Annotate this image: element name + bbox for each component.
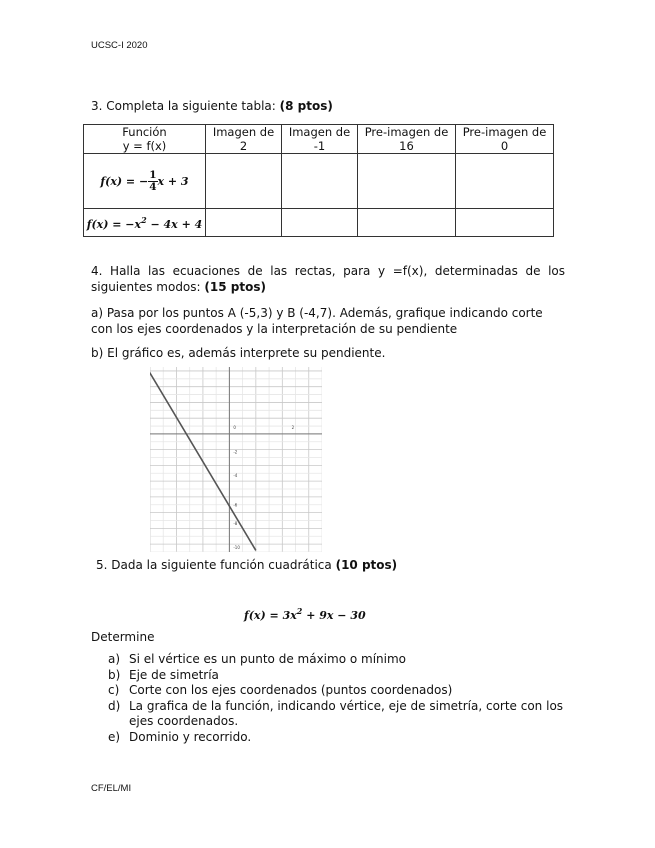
tick-label: -4 <box>233 473 238 479</box>
question-3-points: (8 ptos) <box>279 99 333 113</box>
header-preimagen-16: Pre-imagen de 16 <box>358 125 456 154</box>
question-5-list <box>108 652 568 745</box>
list-item: c) Corte con los ejes coordenados (puntos coordenados) <box>108 683 453 697</box>
question-4-intro: 4. Halla las ecuaciones de las rectas, para y =f(x), determinadas de los siguientes modos: (15 ptos) <box>91 264 565 294</box>
function-1-cell: f(x) = − $\frac{1}{4}$ x + 3 <box>84 154 206 209</box>
list-item: a) Si el vértice es un punto de máximo o mínimo <box>108 652 407 666</box>
question-4-points: (15 ptos) <box>204 280 266 294</box>
answer-cell[interactable] <box>456 209 554 237</box>
answer-cell[interactable] <box>358 154 456 209</box>
header-imagen-neg1: Imagen de -1 <box>282 125 358 154</box>
tick-label: 2 <box>291 425 295 431</box>
tick-label: -10 <box>233 544 240 550</box>
answer-cell[interactable] <box>282 209 358 237</box>
list-item: b) Eje de simetría <box>108 667 219 682</box>
tick-label: -8 <box>233 521 238 527</box>
table-row <box>84 154 554 209</box>
header-funcion: Función y = f(x) <box>84 125 206 154</box>
answer-cell[interactable] <box>206 209 282 237</box>
question-4b: b) El gráfico es, además interprete su pendiente. <box>91 346 386 360</box>
tick-label: -6 <box>233 502 238 508</box>
table-row <box>84 209 554 237</box>
question-5-title: 5. Dada la siguiente función cuadrática (10 ptos) <box>96 558 398 572</box>
question-3-text: 3. Completa la siguiente tabla: <box>91 99 280 113</box>
answer-cell[interactable] <box>282 154 358 209</box>
question-4a: a) Pasa por los puntos A (-5,3) y B (-4,7). Además, grafique indicando corte con los ejes coordenados y la interpretación de su pendiente <box>91 306 543 336</box>
footer-initials: CF/EL/MI <box>91 783 132 794</box>
answer-cell[interactable] <box>206 154 282 209</box>
answer-cell[interactable] <box>456 154 554 209</box>
table-header-row <box>84 125 554 154</box>
line-graph <box>150 367 322 552</box>
header-imagen-2: Imagen de 2 <box>206 125 282 154</box>
header-preimagen-0: Pre-imagen de 0 <box>456 125 554 154</box>
list-item: d) La grafica de la función, indicando vértice, eje de simetría, corte con los ejes coordenados. <box>108 698 564 728</box>
determine-label: Determine <box>91 630 155 644</box>
function-table <box>83 124 554 237</box>
list-item: e) Dominio y recorrido. <box>108 729 252 744</box>
header-course-code: UCSC-I 2020 <box>91 40 148 51</box>
answer-cell[interactable] <box>358 209 456 237</box>
quadratic-function: $f(x) = 3x^2 + 9x - 30$ <box>244 606 366 622</box>
question-5-points: (10 ptos) <box>335 558 398 572</box>
function-2-cell: $f(x) = -x^2 - 4x + 4$ <box>84 209 206 237</box>
tick-label: 0 <box>233 425 236 431</box>
tick-label: -2 <box>233 449 238 455</box>
question-3-title <box>91 99 333 113</box>
